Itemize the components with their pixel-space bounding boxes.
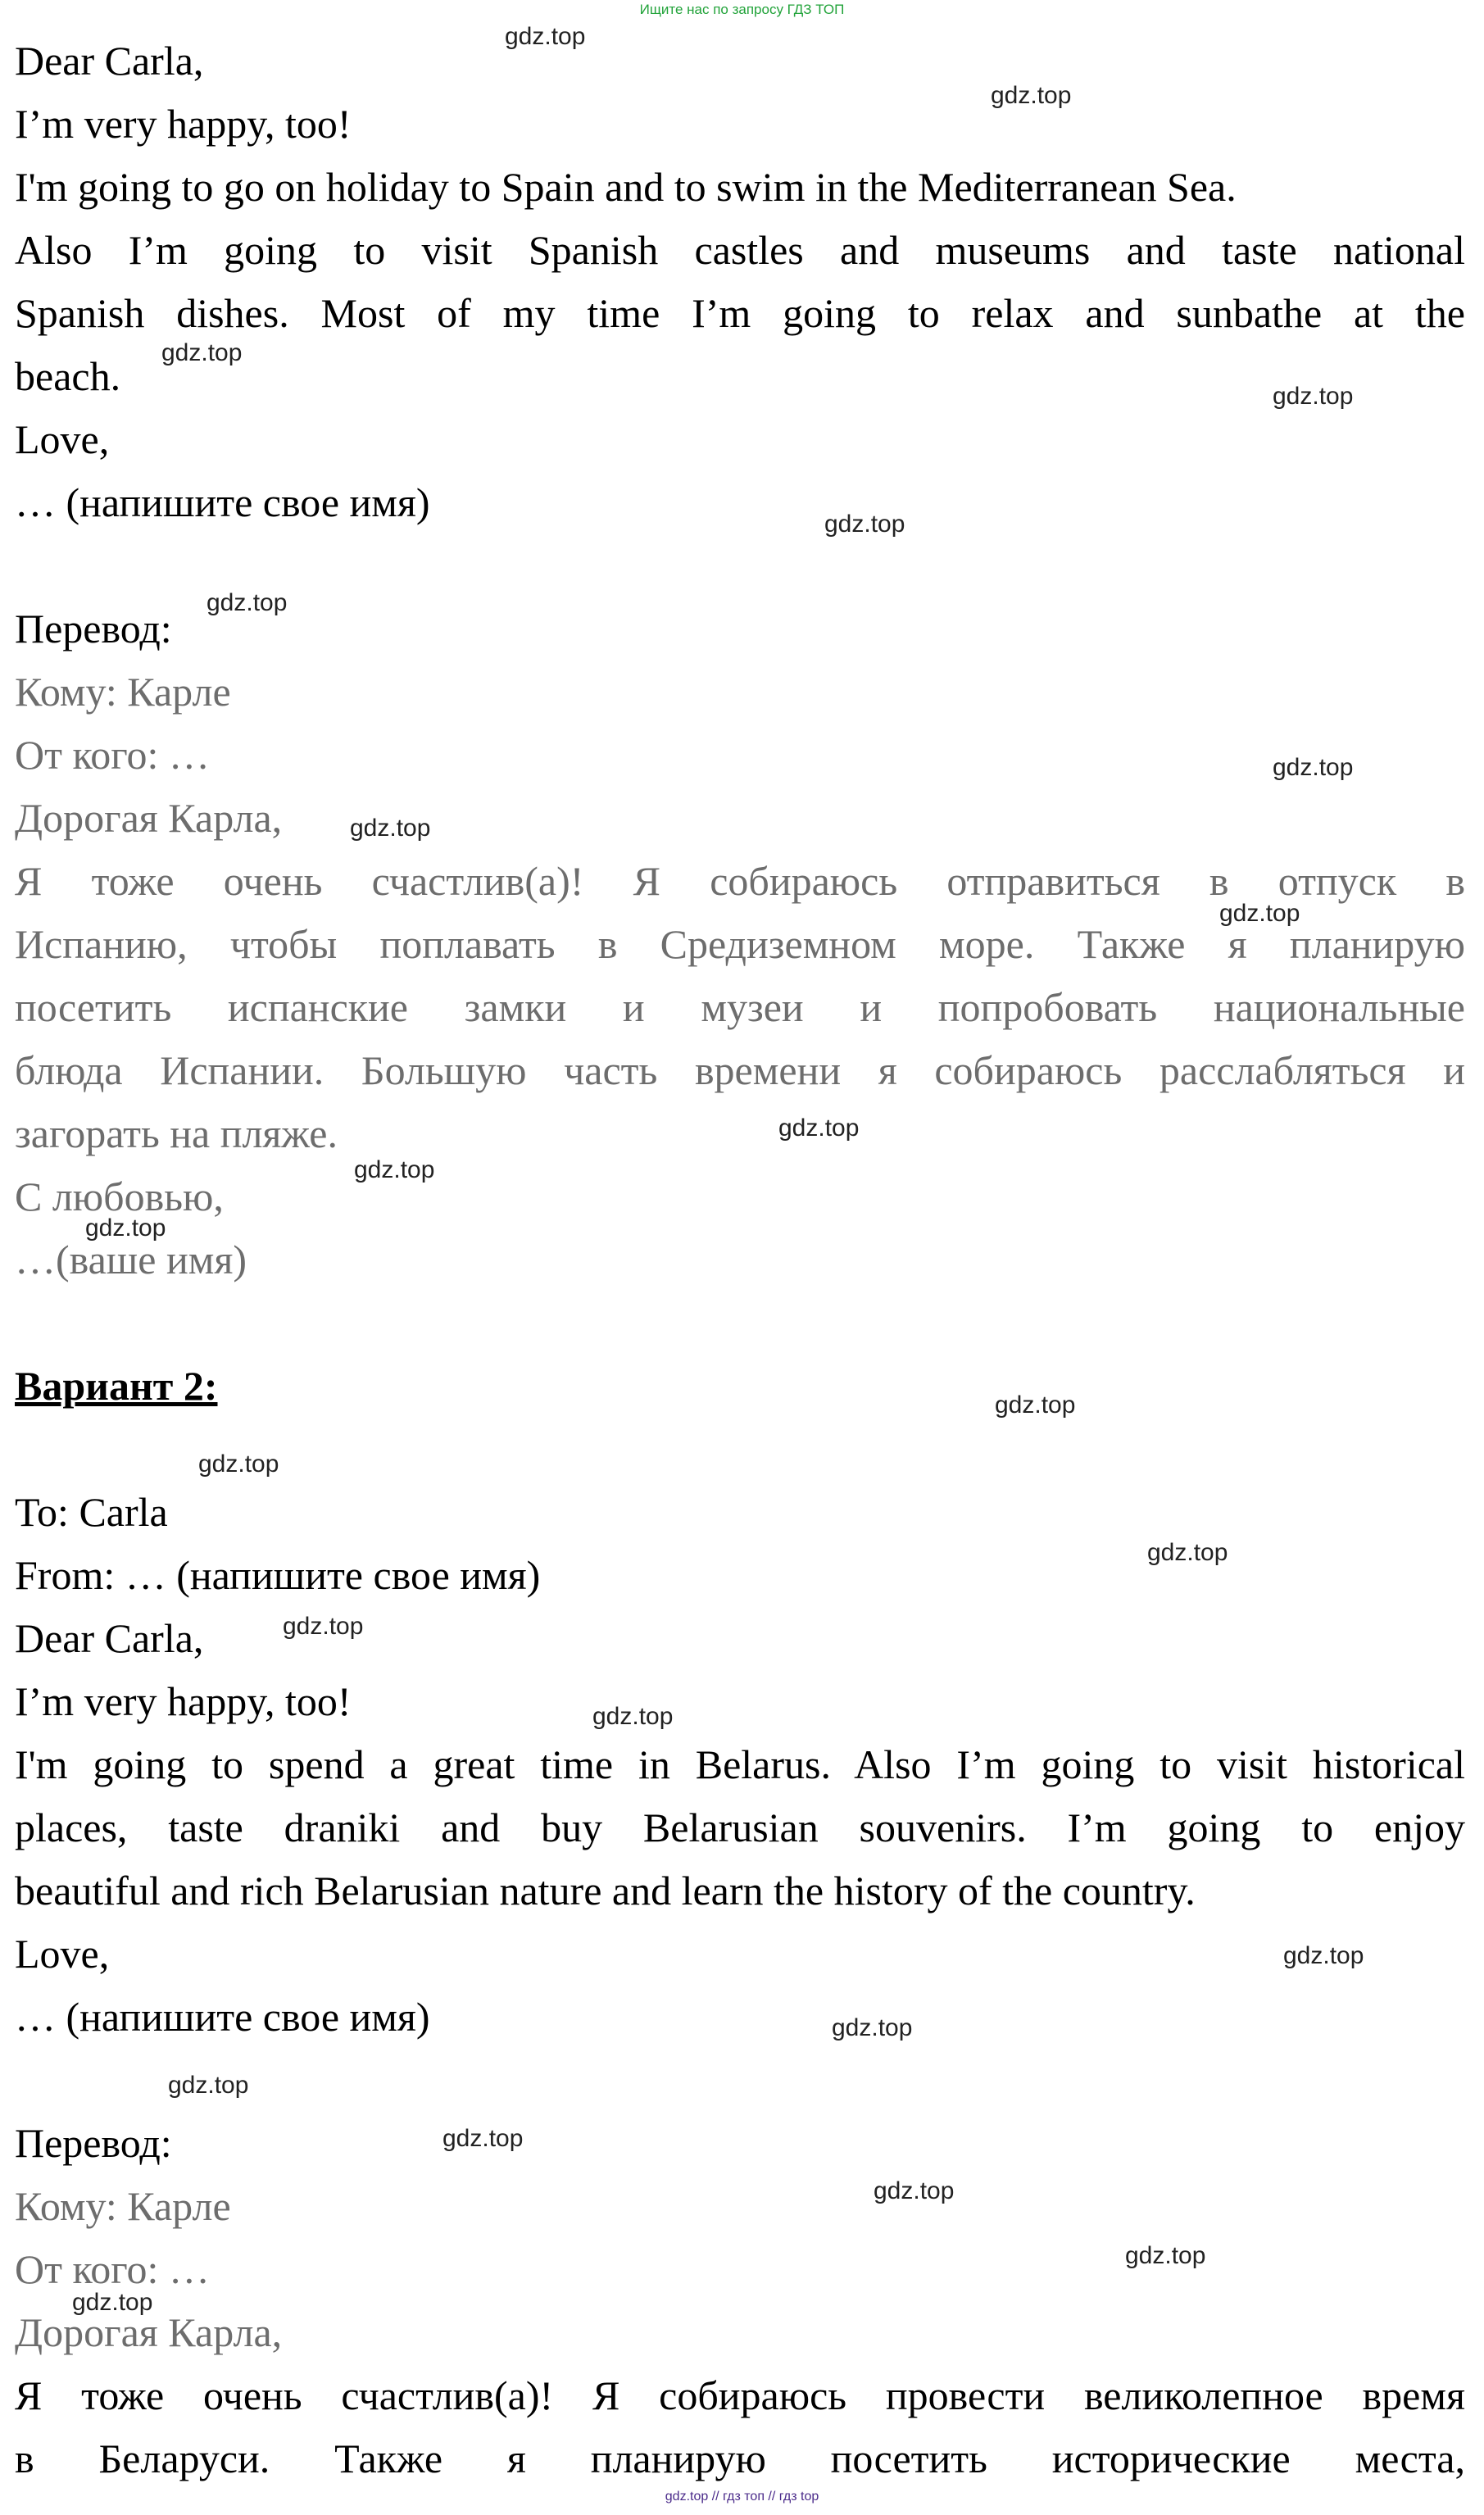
watermark: gdz.top: [991, 82, 1072, 109]
t1-body-line-3: посетить испанские замки и музеи и попробовать национальные: [15, 984, 1465, 1030]
watermark: gdz.top: [168, 2072, 249, 2099]
t1-body-line-1: Я тоже очень счастлив(а)! Я собираюсь отправиться в отпуск в: [15, 858, 1465, 904]
t2-greeting: Дорогая Карла,: [15, 2309, 283, 2355]
t2-to: Кому: Карле: [15, 2183, 231, 2229]
watermark: gdz.top: [1125, 2242, 1206, 2269]
watermark: gdz.top: [350, 815, 431, 842]
watermark: gdz.top: [161, 339, 243, 366]
v1-closing: Love,: [15, 416, 110, 462]
v1-body-line-4: beach.: [15, 353, 121, 399]
watermark: gdz.top: [206, 589, 288, 616]
t2-body-line-2: в Беларуси. Также я планирую посетить исторические места,: [15, 2436, 1465, 2481]
watermark: gdz.top: [1147, 1539, 1228, 1566]
header-note[interactable]: Ищите нас по запросу ГДЗ ТОП: [639, 2, 845, 17]
v2-from: From: … (напишите свое имя): [15, 1552, 541, 1598]
v2-body-line-3: beautiful and rich Belarusian nature and learn the history of the country.: [15, 1868, 1196, 1913]
watermark: gdz.top: [832, 2014, 913, 2041]
v1-body-line-2: Also I’m going to visit Spanish castles and museums and taste national: [15, 227, 1465, 273]
watermark: gdz.top: [505, 23, 586, 50]
watermark: gdz.top: [442, 2125, 524, 2152]
watermark: gdz.top: [283, 1613, 364, 1640]
watermark: gdz.top: [1283, 1942, 1364, 1969]
v1-happy: I’m very happy, too!: [15, 101, 352, 147]
watermark: gdz.top: [824, 511, 905, 538]
v2-to: To: Carla: [15, 1489, 168, 1535]
v2-closing: Love,: [15, 1931, 110, 1977]
v2-signature: … (напишите свое имя): [15, 1994, 430, 2040]
watermark: gdz.top: [85, 1214, 166, 1242]
watermark: gdz.top: [995, 1391, 1076, 1419]
watermark: gdz.top: [874, 2177, 955, 2204]
watermark: gdz.top: [1219, 900, 1300, 927]
t1-to: Кому: Карле: [15, 669, 231, 715]
v2-greeting: Dear Carla,: [15, 1615, 204, 1661]
v1-body-line-3: Spanish dishes. Most of my time I’m going to relax and sunbathe at the: [15, 290, 1465, 336]
watermark: gdz.top: [1273, 383, 1354, 410]
watermark: gdz.top: [1273, 754, 1354, 781]
t1-closing: С любовью,: [15, 1174, 224, 1219]
v2-body-line-1: I'm going to spend a great time in Belarus. Also I’m going to visit historical: [15, 1741, 1465, 1787]
v1-signature: … (напишите свое имя): [15, 479, 430, 525]
watermark: gdz.top: [354, 1156, 435, 1183]
v2-happy: I’m very happy, too!: [15, 1678, 352, 1724]
t1-body-line-5: загорать на пляже.: [15, 1110, 338, 1156]
variant2-heading: Вариант 2:: [15, 1363, 218, 1409]
v1-greeting: Dear Carla,: [15, 38, 204, 84]
t2-from: От кого: …: [15, 2246, 210, 2292]
t1-from: От кого: …: [15, 732, 210, 778]
v1-body-line-1: I'm going to go on holiday to Spain and to swim in the Mediterranean Sea.: [15, 164, 1237, 210]
v2-body-line-2: places, taste draniki and buy Belarusian souvenirs. I’m going to enjoy: [15, 1805, 1465, 1850]
watermark: gdz.top: [778, 1114, 860, 1142]
t1-signature: …(ваше имя): [15, 1237, 247, 1282]
footer-note[interactable]: gdz.top // гдз топ // гдз top: [665, 2490, 819, 2504]
t2-body-line-1: Я тоже очень счастлив(а)! Я собираюсь провести великолепное время: [15, 2372, 1465, 2418]
t1-greeting: Дорогая Карла,: [15, 795, 283, 841]
t1-heading: Перевод:: [15, 606, 172, 651]
watermark: gdz.top: [592, 1703, 674, 1730]
t2-heading: Перевод:: [15, 2120, 172, 2166]
t1-body-line-4: блюда Испании. Большую часть времени я собираюсь расслабляться и: [15, 1047, 1465, 1093]
watermark: gdz.top: [72, 2289, 153, 2316]
watermark: gdz.top: [198, 1450, 279, 1478]
t1-body-line-2: Испанию, чтобы поплавать в Средиземном море. Также я планирую: [15, 921, 1465, 967]
